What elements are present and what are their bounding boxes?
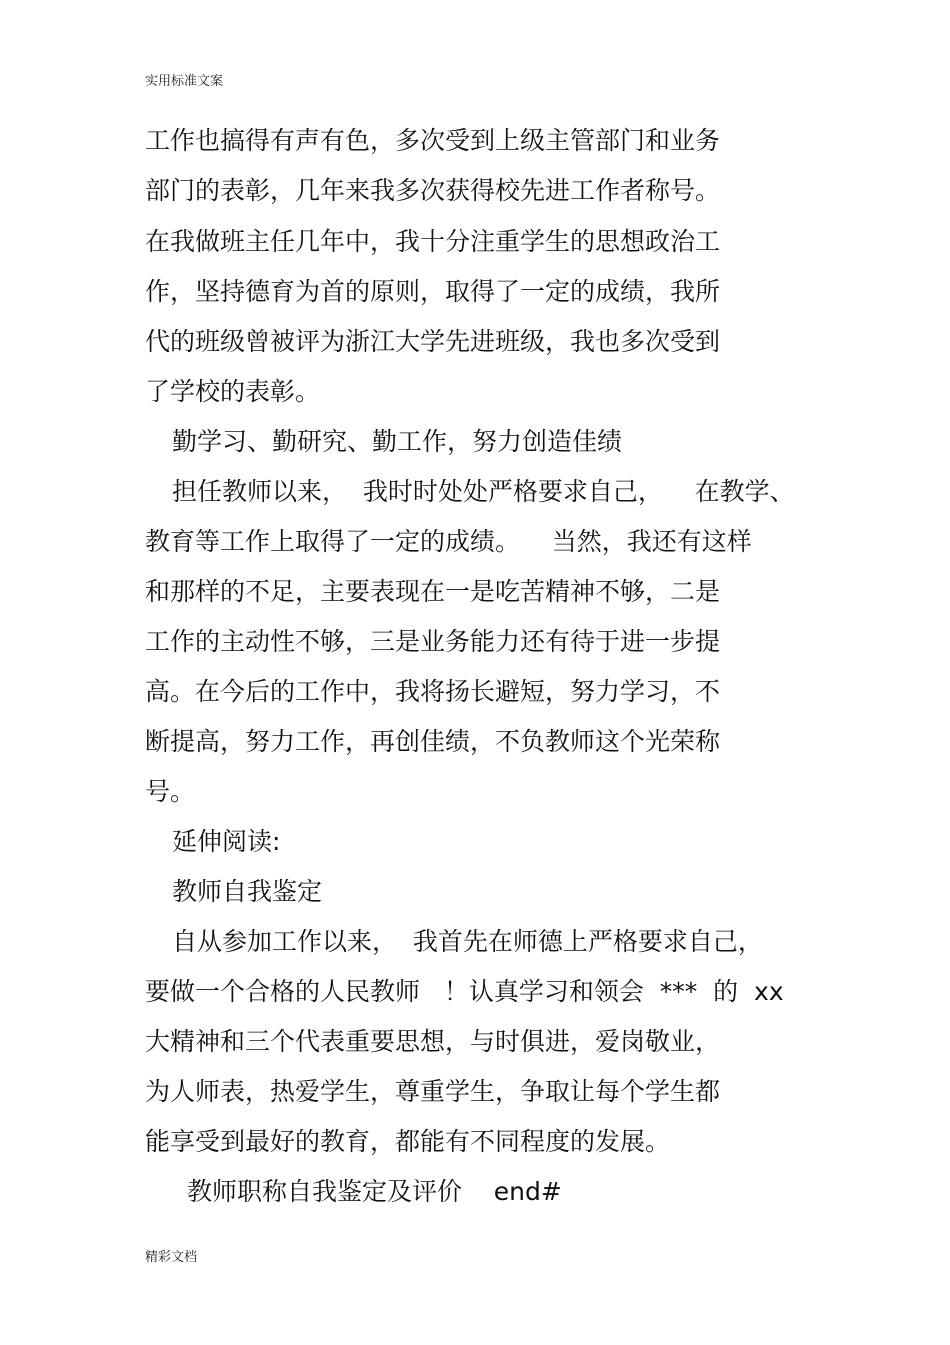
text-line: 为人师表，热爱学生，尊重学生，争取让每个学生都: [145, 1077, 721, 1106]
section-heading: 教师自我鉴定: [172, 877, 323, 906]
text-line: 号。: [145, 777, 196, 806]
text-line: 大精神和三个代表重要思想，与时俱进，爱岗敬业，: [145, 1027, 721, 1056]
text-line: 断提高，努力工作，再创佳绩，不负教师这个光荣称: [145, 727, 721, 756]
page-footer: 精彩文档: [145, 1250, 198, 1265]
text-line: 作，坚持德育为首的原则，取得了一定的成绩，我所: [145, 277, 721, 306]
text-line: 延伸阅读:: [172, 827, 281, 856]
text-line: 教育等工作上取得了一定的成绩。 当然，我还有这样: [145, 527, 752, 556]
text-line: 部门的表彰，几年来我多次获得校先进工作者称号。: [145, 176, 721, 205]
text-line: 代的班级曾被评为浙江大学先进班级，我也多次受到: [145, 327, 721, 356]
text-line: 教师职称自我鉴定及评价 end#: [187, 1177, 562, 1206]
page-header: 实用标准文案: [145, 74, 224, 89]
text-line: 了学校的表彰。: [145, 377, 321, 406]
text-line: 要做一个合格的人民教师 ！认真学习和领会 *** 的 xx: [145, 977, 784, 1006]
text-line: 在我做班主任几年中，我十分注重学生的思想政治工: [145, 227, 721, 256]
text-line: 高。在今后的工作中，我将扬长避短，努力学习，不: [145, 677, 721, 706]
text-line: 自从参加工作以来， 我首先在师德上严格要求自己，: [172, 927, 763, 956]
text-line: 担任教师以来， 我时时处处严格要求自己， 在教学、: [172, 477, 795, 506]
text-line: 工作也搞得有声有色，多次受到上级主管部门和业务: [145, 126, 721, 155]
text-line: 工作的主动性不够，三是业务能力还有待于进一步提: [145, 627, 721, 656]
section-heading: 勤学习、勤研究、勤工作，努力创造佳绩: [172, 427, 623, 456]
text-line: 和那样的不足，主要表现在一是吃苦精神不够，二是: [145, 577, 721, 606]
text-line: 能享受到最好的教育，都能有不同程度的发展。: [145, 1127, 671, 1156]
